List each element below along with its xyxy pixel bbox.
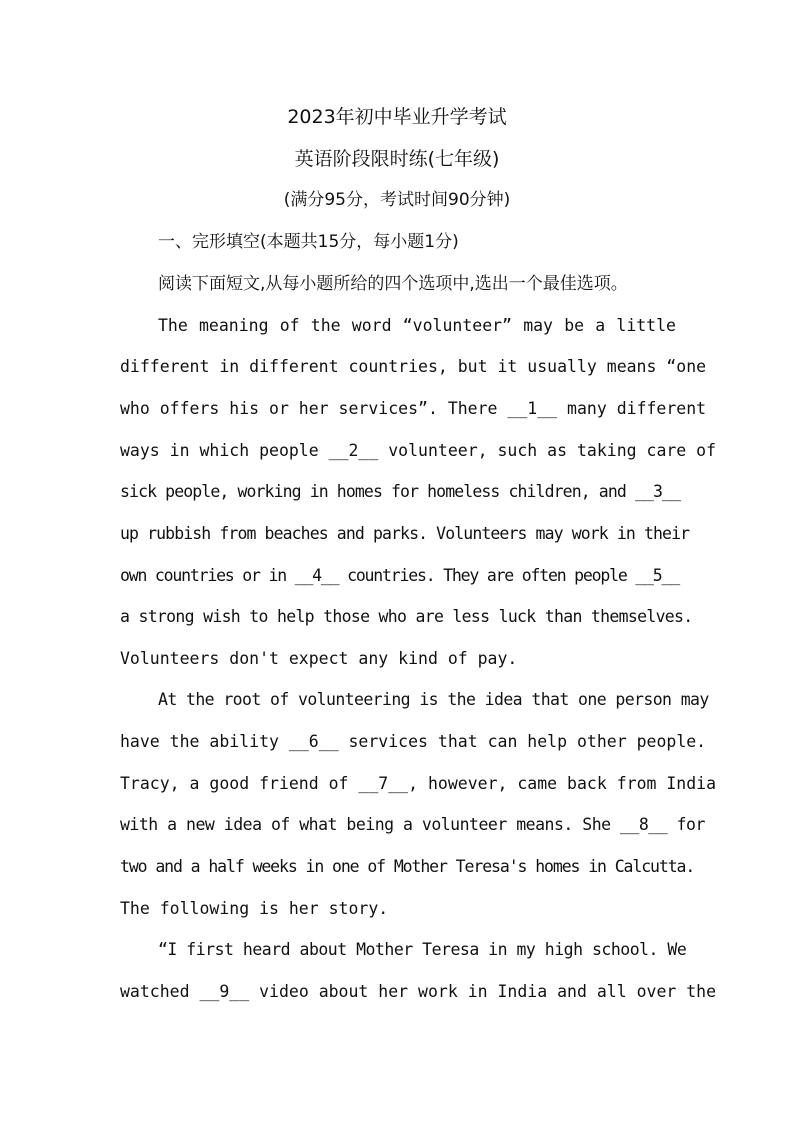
passage-line: At the root of volunteering is the idea that one person may xyxy=(158,690,709,709)
section-instruction: 阅读下面短文,从每小题所给的四个选项中,选出一个最佳选项。 xyxy=(158,274,628,294)
blank-8: __8__ xyxy=(620,815,668,834)
passage-line: “I first heard about Mother Teresa in my high school. We xyxy=(158,940,687,959)
passage-text: sick people, working in homes for homeless children, and xyxy=(120,482,635,501)
blank-3: __3__ xyxy=(634,482,681,501)
passage-line: Volunteers don't expect any kind of pay. xyxy=(120,649,518,668)
blank-2: __2__ xyxy=(328,441,379,460)
passage-line xyxy=(120,566,679,586)
passage-line: two and a half weeks in one of Mother Teresa's homes in Calcutta. xyxy=(120,857,695,876)
passage-line: different in different countries, but it usually means “one xyxy=(120,357,707,376)
passage-text: , however, came back from India xyxy=(408,774,717,793)
blank-6: __6__ xyxy=(288,732,339,751)
passage-text: ways in which people xyxy=(120,441,329,460)
passage-line xyxy=(120,441,717,461)
passage-text: who offers his or her services”. There xyxy=(120,399,508,418)
passage-text: watched xyxy=(120,982,200,1001)
passage-line: The meaning of the word “volunteer” may be a little xyxy=(158,316,676,335)
passage-text: have the ability xyxy=(120,732,289,751)
passage-text: own countries or in xyxy=(120,566,295,585)
passage-text: video about her work in India and all over the xyxy=(249,982,717,1001)
passage-text: many different xyxy=(557,399,707,418)
blank-4: __4__ xyxy=(294,566,339,585)
passage-line: The following is her story. xyxy=(120,899,389,918)
blank-7: __7__ xyxy=(358,774,409,793)
passage-text: volunteer, such as taking care of xyxy=(378,441,717,460)
section-heading: 一、完形填空(本题共15分，每小题1分) xyxy=(158,232,459,252)
passage-line xyxy=(120,732,707,752)
passage-text: for xyxy=(667,815,705,834)
passage-line xyxy=(120,982,717,1002)
passage-line xyxy=(120,815,705,835)
passage-text: with a new idea of what being a volunteer means. She xyxy=(120,815,620,834)
passage-line: a strong wish to help those who are less luck than themselves. xyxy=(120,607,693,626)
passage-text: services that can help other people. xyxy=(338,732,707,751)
blank-5: __5__ xyxy=(635,566,679,585)
exam-title: 2023年初中毕业升学考试 xyxy=(287,106,507,128)
blank-9: __9__ xyxy=(199,982,250,1001)
blank-1: __1__ xyxy=(507,399,558,418)
passage-line xyxy=(120,774,717,794)
passage-line xyxy=(120,482,681,502)
passage-text: countries. They are often people xyxy=(338,566,636,585)
passage-line xyxy=(120,399,707,419)
passage-text: Tracy, a good friend of xyxy=(120,774,359,793)
exam-subtitle: 英语阶段限时练(七年级) xyxy=(294,148,500,170)
passage-line: up rubbish from beaches and parks. Volunteers may work in their xyxy=(120,524,690,543)
exam-info: (满分95分，考试时间90分钟) xyxy=(283,190,511,210)
